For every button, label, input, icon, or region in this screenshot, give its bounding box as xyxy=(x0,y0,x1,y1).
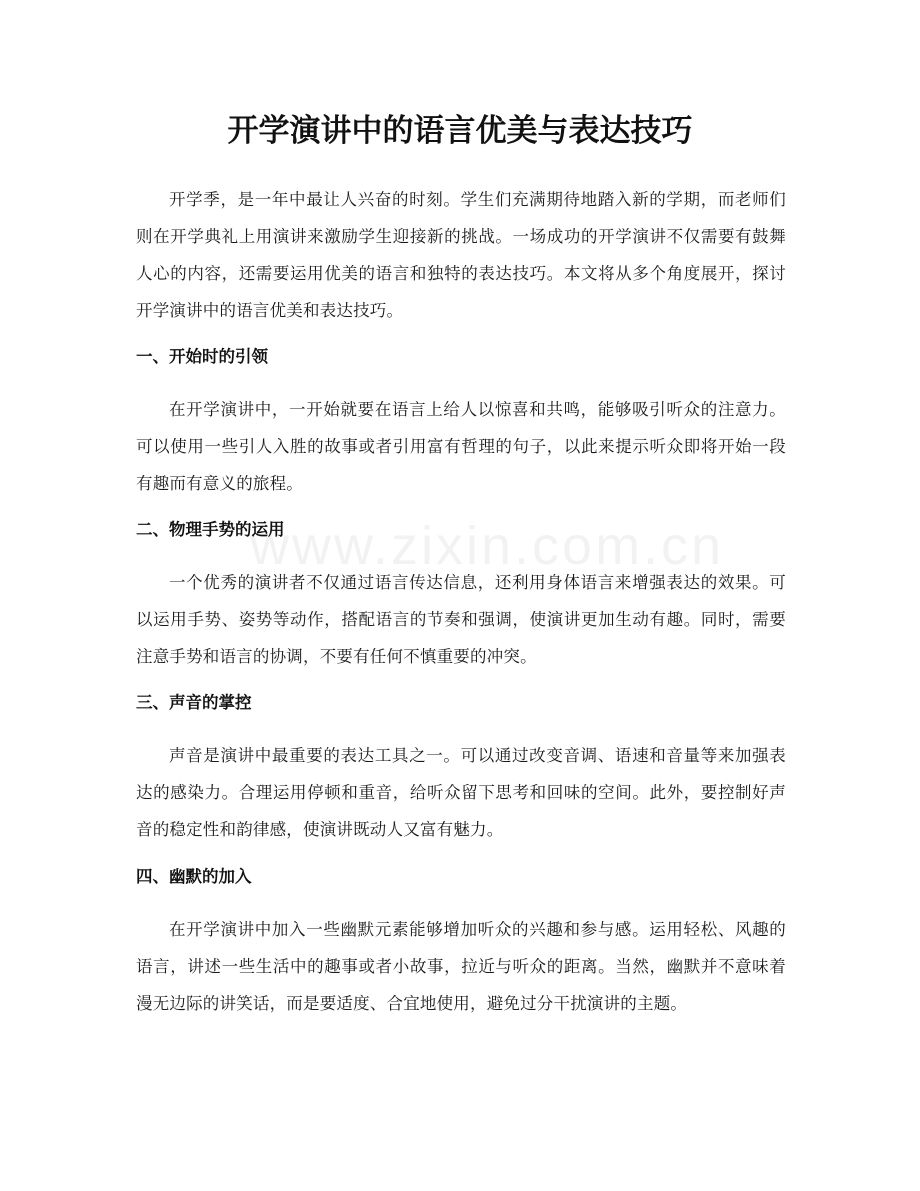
section-body-1: 在开学演讲中，一开始就要在语言上给人以惊喜和共鸣，能够吸引听众的注意力。可以使用一些引人入胜的故事或者引用富有哲理的句子，以此来提示听众即将开始一段有趣而有意义的旅程。 xyxy=(136,400,786,493)
section-heading-1: 一、开始时的引领 xyxy=(136,347,268,366)
intro-paragraph: 开学季，是一年中最让人兴奋的时刻。学生们充满期待地踏入新的学期，而老师们则在开学典礼上用演讲来激励学生迎接新的挑战。一场成功的开学演讲不仅需要有鼓舞人心的内容，还需要运用优美的语言和独特的表达技巧。本文将从多个角度展开，探讨开学演讲中的语言优美和表达技巧。 xyxy=(136,190,786,320)
section-body-4: 在开学演讲中加入一些幽默元素能够增加听众的兴趣和参与感。运用轻松、风趣的语言，讲述一些生活中的趣事或者小故事，拉近与听众的距离。当然，幽默并不意味着漫无边际的讲笑话，而是要适度、合宜地使用，避免过分干扰演讲的主题。 xyxy=(136,920,786,1013)
watermark: www.zixin.com.cn xyxy=(250,516,725,576)
section-body-2: 一个优秀的演讲者不仅通过语言传达信息，还利用身体语言来增强表达的效果。可以运用手势、姿势等动作，搭配语言的节奏和强调，使演讲更加生动有趣。同时，需要注意手势和语言的协调，不要有任何不慎重要的冲突。 xyxy=(136,573,786,666)
section-heading-2: 二、物理手势的运用 xyxy=(136,520,285,539)
document-title: 开学演讲中的语言优美与表达技巧 xyxy=(227,113,693,149)
section-body-3: 声音是演讲中最重要的表达工具之一。可以通过改变音调、语速和音量等来加强表达的感染力。合理运用停顿和重音，给听众留下思考和回味的空间。此外，要控制好声音的稳定性和韵律感，使演讲既动人又富有魅力。 xyxy=(136,746,786,839)
section-heading-3: 三、声音的掌控 xyxy=(136,693,252,712)
section-heading-4: 四、幽默的加入 xyxy=(136,867,252,886)
